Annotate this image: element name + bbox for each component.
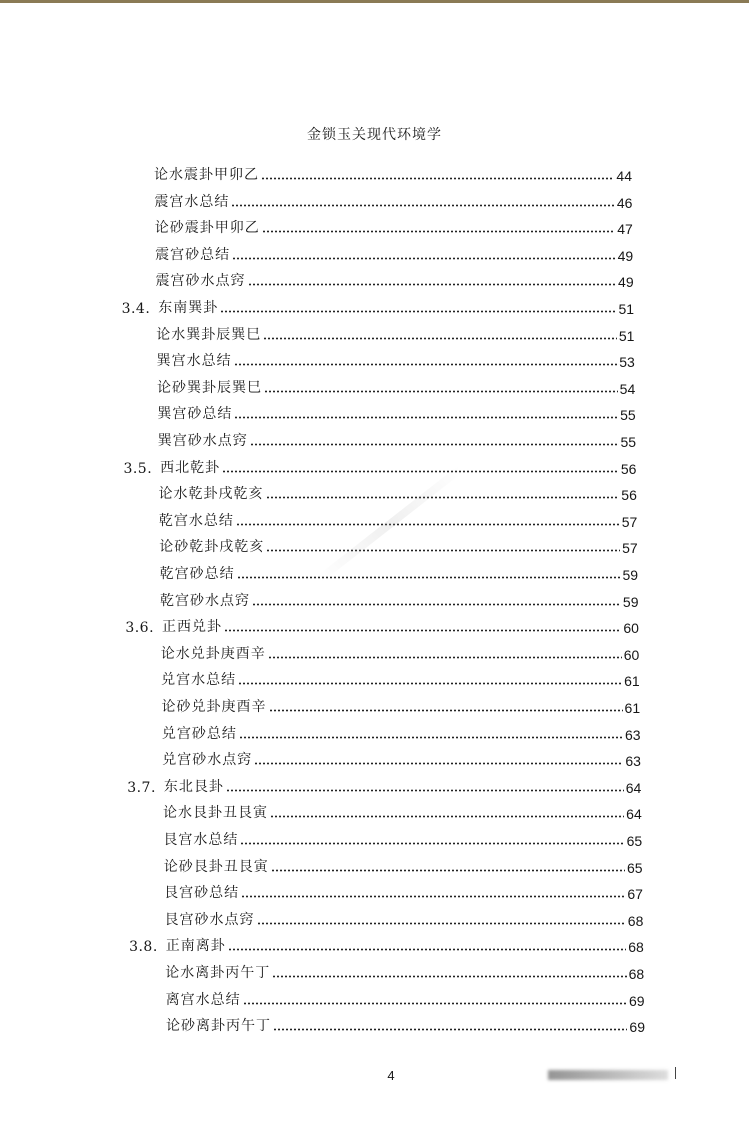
toc-entry	[165, 907, 644, 929]
toc-section-number: 3.8.	[129, 939, 158, 956]
toc-entry	[154, 189, 632, 211]
dot-leader	[220, 310, 616, 313]
dot-leader	[272, 975, 626, 978]
dot-leader	[224, 629, 621, 632]
toc-entry	[162, 694, 641, 716]
toc-entry-title: 离宫水总结	[165, 991, 241, 1008]
toc-entry	[166, 1013, 645, 1035]
toc-section-number: 3.6.	[125, 620, 155, 637]
toc-page-number: 65	[626, 859, 643, 876]
toc-page-number: 57	[622, 540, 638, 557]
toc-entry	[163, 827, 642, 849]
toc-entry-title: 乾宫砂水点窍	[160, 592, 250, 609]
toc-entry-title: 艮宫水总结	[163, 832, 239, 848]
toc-section-entry	[123, 455, 636, 477]
toc-page-number: 65	[626, 833, 643, 849]
dot-leader	[234, 363, 618, 366]
toc-page-number: 57	[621, 513, 638, 530]
toc-entry	[163, 800, 642, 822]
toc-section-entry	[122, 295, 634, 317]
toc-section-entry	[125, 614, 639, 636]
toc-section-number: 3.7.	[127, 779, 156, 796]
toc-entry-title: 乾宫水总结	[158, 512, 234, 529]
toc-section-number: 3.4.	[121, 301, 151, 317]
dot-leader	[226, 789, 624, 792]
dot-leader	[271, 869, 625, 872]
toc-entry-title: 论水震卦甲卯乙	[154, 167, 259, 183]
dot-leader	[231, 204, 614, 207]
toc-page-number: 47	[617, 221, 633, 238]
toc-entry-title: 论砂乾卦戌乾亥	[159, 539, 265, 556]
dot-leader	[248, 283, 617, 286]
toc-page-number: 54	[619, 380, 636, 397]
dot-leader	[263, 337, 617, 340]
toc-entry	[162, 747, 641, 769]
toc-entry	[156, 322, 634, 344]
dot-leader	[222, 470, 619, 473]
toc-entry	[164, 854, 643, 876]
toc-entry	[166, 987, 645, 1009]
toc-entry-title: 艮宫砂总结	[164, 885, 240, 902]
dot-leader	[232, 257, 616, 260]
toc-page-number: 68	[628, 939, 644, 956]
dot-leader	[243, 1002, 627, 1005]
toc-page-number: 44	[616, 168, 632, 184]
toc-entry	[159, 481, 637, 503]
toc-entry	[155, 215, 633, 237]
toc-page-number: 60	[623, 646, 640, 663]
dot-leader	[257, 922, 626, 925]
toc-page-number: 63	[625, 753, 641, 770]
toc-page-number: 61	[624, 700, 641, 716]
toc-entry-title: 正西兑卦	[162, 619, 223, 636]
toc-entry	[154, 162, 632, 184]
toc-entry	[157, 348, 635, 370]
toc-page-number: 60	[623, 620, 639, 637]
scan-smudge	[548, 1070, 668, 1080]
dot-leader	[264, 390, 618, 393]
toc-entry-title: 东南巽卦	[158, 300, 219, 316]
top-border	[0, 0, 749, 3]
toc-section-entry	[129, 933, 644, 955]
dot-leader	[250, 443, 619, 446]
toc-page-number: 63	[624, 726, 641, 743]
toc-entry-title: 论砂巽卦辰巽巳	[157, 379, 262, 396]
toc-entry-title: 巽宫砂总结	[157, 406, 233, 423]
scan-edge-mark	[675, 1067, 676, 1079]
toc-entry-title: 论水艮卦丑艮寅	[163, 805, 268, 822]
toc-entry	[164, 880, 643, 902]
toc-page-number: 56	[620, 460, 637, 477]
toc-page-number: 67	[627, 886, 643, 903]
dot-leader	[237, 576, 621, 579]
toc-entry	[158, 428, 636, 450]
page-number: 4	[387, 1068, 395, 1083]
toc-page-number: 56	[621, 487, 637, 504]
toc-entry	[160, 561, 638, 583]
dot-leader	[228, 948, 626, 951]
toc-page-number: 68	[628, 966, 645, 982]
toc-entry-title: 论水巽卦辰巽巳	[156, 326, 262, 343]
toc-entry-title: 正南离卦	[165, 938, 226, 955]
toc-page-number: 68	[627, 912, 644, 929]
dot-leader	[252, 603, 621, 606]
dot-leader	[266, 496, 620, 499]
toc-entry-title: 论砂震卦甲卯乙	[154, 220, 260, 237]
toc-entry-title: 兑宫砂水点窍	[162, 752, 253, 769]
toc-entry-title: 兑宫水总结	[161, 672, 237, 689]
dot-leader	[273, 1028, 627, 1031]
toc-entry-title: 兑宫砂总结	[161, 725, 237, 742]
toc-page-number: 64	[626, 806, 642, 823]
toc-page-number: 46	[616, 194, 633, 211]
toc-entry-title: 论水离卦丙午丁	[165, 965, 271, 981]
toc-entry-title: 震宫水总结	[154, 193, 230, 210]
toc-entry-title: 论水乾卦戌乾亥	[158, 486, 264, 503]
toc-page-number: 51	[618, 327, 635, 344]
toc-entry-title: 东北艮卦	[163, 778, 224, 795]
toc-page-number: 69	[629, 992, 645, 1009]
dot-leader	[261, 177, 614, 180]
toc-entry-title: 巽宫水总结	[156, 353, 232, 370]
toc-entry	[155, 242, 633, 264]
toc-entry-title: 论砂离卦丙午丁	[166, 1018, 271, 1035]
toc-entry	[161, 641, 640, 663]
dot-leader	[254, 762, 623, 765]
toc-page-number: 55	[620, 434, 637, 450]
dot-leader	[269, 709, 623, 712]
toc-entry	[165, 960, 644, 982]
toc-entry-title: 西北乾卦	[160, 459, 221, 476]
toc-entry	[160, 588, 639, 610]
dot-leader	[240, 842, 624, 845]
toc-entry-title: 乾宫砂总结	[159, 566, 235, 582]
dot-leader	[236, 523, 620, 526]
dot-leader	[234, 416, 618, 419]
dot-leader	[239, 736, 623, 739]
dot-leader	[262, 230, 615, 233]
toc-entry	[157, 401, 635, 423]
toc-entry	[162, 721, 641, 743]
dot-leader	[268, 656, 622, 659]
toc-page-number: 64	[625, 779, 642, 796]
toc-page-number: 53	[619, 354, 635, 371]
toc-page-number: 49	[618, 274, 634, 291]
toc-entry-title: 艮宫砂水点窍	[164, 911, 255, 928]
toc-page-number: 55	[620, 407, 636, 424]
toc-entry	[156, 268, 634, 290]
toc-entry-title: 震宫砂水点窍	[155, 273, 246, 290]
toc-page-number: 59	[622, 567, 639, 583]
dot-leader	[241, 895, 625, 898]
dot-leader	[270, 815, 624, 818]
toc-section-number: 3.5.	[123, 460, 153, 477]
toc-page-number: 69	[629, 1019, 645, 1036]
toc-entry-title: 论砂兑卦庚酉辛	[161, 699, 267, 715]
toc-entry	[159, 534, 637, 556]
toc-page-number: 49	[617, 247, 634, 264]
toc-section-entry	[127, 774, 641, 796]
toc-entry	[161, 667, 640, 689]
toc-page-number: 61	[624, 673, 640, 690]
dot-leader	[266, 549, 620, 552]
toc-page-number: 51	[618, 301, 635, 317]
toc-entry-title: 震宫砂总结	[155, 246, 231, 263]
toc-page-number: 59	[622, 593, 639, 610]
running-header: 金锁玉关现代环境学	[307, 127, 442, 143]
toc-entry	[157, 375, 635, 397]
toc-entry-title: 论砂艮卦丑艮寅	[163, 858, 269, 875]
toc-entry-title: 巽宫砂水点窍	[157, 433, 248, 449]
toc-entry-title: 论水兑卦庚酉辛	[160, 645, 266, 662]
dot-leader	[238, 682, 622, 685]
